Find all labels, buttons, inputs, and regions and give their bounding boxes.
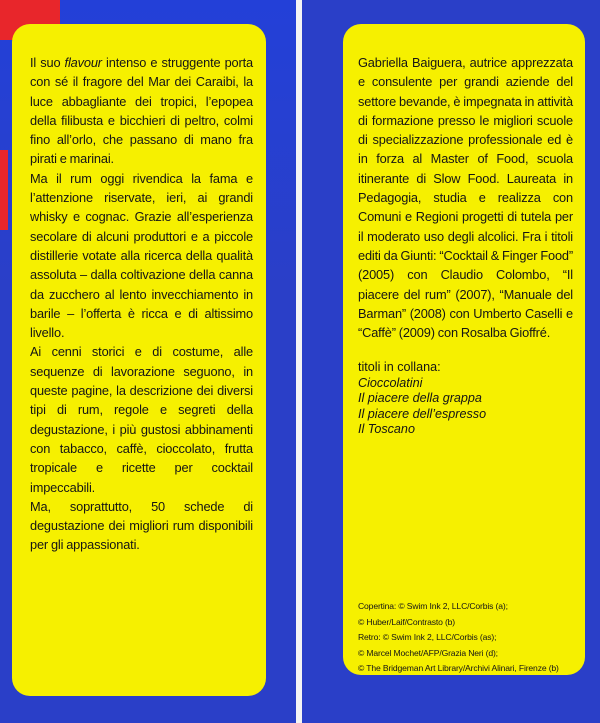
intro-prefix: Il suo — [30, 55, 65, 70]
series-item: Il piacere dell’espresso — [358, 406, 487, 421]
credit-line: © The Bridgeman Art Library/Archivi Alinari, Firenze (b) — [358, 663, 559, 674]
credit-line: Retro: © Swim Ink 2, LLC/Corbis (as); — [358, 632, 497, 643]
series-item: Cioccolatini — [358, 375, 423, 390]
right-text-panel — [343, 24, 585, 675]
series-item: Il Toscano — [358, 422, 415, 437]
red-edge-accent — [0, 150, 8, 230]
credit-line: © Huber/Laif/Contrasto (b) — [358, 616, 456, 627]
photo-credits — [358, 599, 588, 677]
intro-paragraph — [30, 53, 253, 169]
intro-italic-word: flavour — [64, 55, 102, 70]
paragraph-4: Ma, soprattutto, 50 schede di degustazione dei migliori rum disponibili per gli appassionati. — [30, 498, 253, 553]
series-title: titoli in collana: — [358, 360, 441, 375]
paragraph-2: Ma il rum oggi rivendica la fama e l’attenzione riservate, ieri, ai grandi whisky e cognac. Grazie all’esperienza secolare di alcuni produttori e a piccole distillerie votate alla ricerca della qualità assoluta – dalla coltivazione della canna da zucchero al lento invecchiamento in barile – l’offerta è ricca e di altissimo livello. — [30, 170, 253, 341]
credit-line: Copertina: © Swim Ink 2, LLC/Corbis (a); — [358, 601, 508, 611]
paragraph-3: Ai cenni storici e di costume, alle sequenze di lavorazione seguono, in queste pagine, la descrizione dei diversi tipi di rum, regole e segreti della degustazione, i più gustosi abbinamenti con tabacco, caffè, cioccolato, frutta tropicale e ricette per cocktail impeccabili. — [30, 344, 253, 495]
left-text-panel — [12, 24, 266, 696]
author-bio: Gabriella Baiguera, autrice apprezzata e consulente per grandi aziende del settore bevande, è impegnata in attività di formazione presso le migliori scuole di specializzazione professionale ed è in forza al Master of Food, scuola itinerante di Slow Food. Laureata in Pedagogia, studia e realizza con Comuni e Regioni progetti di tutela per il moderato uso degli alcolici. Fra i titoli editi da Giunti: “Cocktail & Finger Food” (2005) con Claudio Colombo, “Il piacere del rum” (2007), “Manuale del Barman” (2008) con Umberto Caselli e “Caffè” (2009) con Rosalba Gioffré. — [358, 55, 573, 341]
series-item: Il piacere della grappa — [358, 391, 482, 406]
credit-line: © Marcel Mochet/AFP/Grazia Neri (d); — [358, 647, 498, 658]
series-list — [358, 360, 573, 438]
intro-rest: intenso e struggente porta con sé il fragore del Mar dei Caraibi, la luce abbagliante dei tropici, l’epopea della filibusta e bicchieri di peltro, colmi fino all’orlo, che passano di mano fra pirati e marinai. — [30, 55, 254, 167]
